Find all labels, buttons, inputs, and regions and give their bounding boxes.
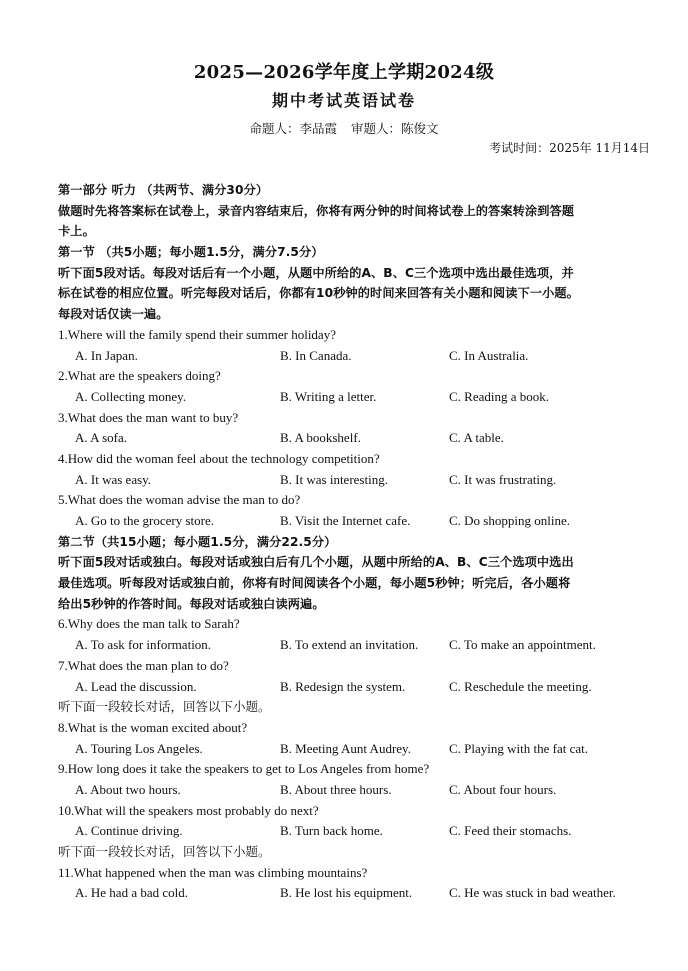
- option-b: B. Turn back home.: [280, 823, 383, 839]
- option-b: B. Writing a letter.: [280, 388, 377, 404]
- option-a: A. A sofa.: [75, 430, 127, 446]
- section2-heading: 第二节（共15小题；每小题1.5分，满分22.5分）: [58, 534, 337, 549]
- option-a: A. In Japan.: [75, 347, 138, 363]
- question-options: [58, 428, 658, 449]
- option-b: B. Meeting Aunt Audrey.: [280, 740, 411, 756]
- option-b: B. He lost his equipment.: [280, 885, 413, 901]
- question-options: [58, 387, 658, 408]
- option-a: A. Continue driving.: [75, 823, 183, 839]
- option-c: C. About four hours.: [449, 781, 557, 797]
- option-b: B. Redesign the system.: [280, 678, 406, 694]
- option-a: A. Touring Los Angeles.: [75, 740, 203, 756]
- option-c: C. A table.: [449, 430, 504, 446]
- option-b: B. Visit the Internet cafe.: [280, 513, 411, 528]
- question-options: [58, 677, 658, 698]
- question-stem: 5.What does the woman advise the man to do?: [58, 492, 301, 508]
- section2-instruction-line: 听下面5段对话或独白。每段对话或独白后有几个小题，从题中所给的A、B、C三个选项中选出: [58, 555, 574, 570]
- option-a: A. Collecting money.: [75, 388, 187, 404]
- exam-time: 考试时间：2025年 11月14日: [489, 141, 650, 155]
- question-options: [58, 780, 658, 801]
- question-options: [58, 821, 658, 842]
- option-c: C. It was frustrating.: [449, 471, 557, 487]
- question-stem: 7.What does the man plan to do?: [58, 657, 229, 673]
- question-stem: 8.What is the woman excited about?: [58, 719, 248, 735]
- part1-instruction-line: 卡上。: [58, 224, 95, 239]
- exam-subtitle: 期中考试英语试卷: [271, 91, 416, 110]
- option-c: C. To make an appointment.: [449, 637, 596, 653]
- option-b: B. In Canada.: [280, 347, 352, 363]
- question-stem: 9.How long does it take the speakers to get to Los Angeles from home?: [58, 761, 430, 777]
- long-dialogue-note: 听下面一段较长对话，回答以下小题。: [58, 844, 271, 859]
- option-c: C. Feed their stomachs.: [449, 823, 572, 839]
- option-a: A. He had a bad cold.: [75, 885, 188, 901]
- option-c: C. Do shopping online.: [449, 513, 570, 528]
- question-stem: 10.What will the speakers most probably do next?: [58, 802, 319, 818]
- long-dialogue-note: 听下面一段较长对话，回答以下小题。: [58, 699, 271, 715]
- question-stem: 6.Why does the man talk to Sarah?: [58, 616, 240, 632]
- option-a: A. To ask for information.: [75, 637, 212, 653]
- section1-instruction-line: 每段对话仅读一遍。: [58, 307, 169, 322]
- option-a: A. Lead the discussion.: [75, 678, 197, 694]
- section2-instruction-line: 给出5秒钟的作答时间。每段对话或独白读两遍。: [58, 596, 325, 611]
- option-a: A. About two hours.: [75, 781, 181, 797]
- question-options: [58, 883, 658, 904]
- reviewer-name: 审题人：陈俊文: [351, 121, 439, 136]
- option-b: B. A bookshelf.: [280, 430, 361, 446]
- option-b: B. To extend an invitation.: [280, 637, 419, 653]
- exam-authors: [0, 119, 688, 137]
- question-stem: 2.What are the speakers doing?: [58, 368, 221, 384]
- option-c: C. He was stuck in bad weather.: [449, 885, 616, 901]
- exam-title: 2025—2026学年度上学期2024级: [193, 62, 495, 83]
- part1-heading: 第一部分 听力 （共两节、满分30分）: [58, 183, 269, 197]
- option-c: C. Reschedule the meeting.: [449, 678, 592, 694]
- option-c: C. In Australia.: [449, 347, 529, 363]
- question-options: [58, 739, 658, 760]
- exam-body: [58, 180, 658, 904]
- question-options: [58, 511, 658, 532]
- question-options: [58, 346, 658, 367]
- option-a: A. Go to the grocery store.: [75, 513, 214, 528]
- section1-instruction-line: 标在试卷的相应位置。听完每段对话后，你都有10秒钟的时间来回答有关小题和阅读下一小题。: [58, 286, 579, 301]
- section2-instruction-line: 最佳选项。听每段对话或独白前，你将有时间阅读各个小题，每小题5秒钟；听完后，各小题将: [58, 576, 571, 591]
- question-stem: 4.How did the woman feel about the technology competition?: [58, 450, 380, 466]
- question-stem: 11.What happened when the man was climbing mountains?: [58, 864, 368, 880]
- section1-instruction-line: 听下面5段对话。每段对话后有一个小题，从题中所给的A、B、C三个选项中选出最佳选项，并: [58, 265, 574, 280]
- option-a: A. It was easy.: [75, 471, 152, 487]
- question-stem: 3.What does the man want to buy?: [58, 409, 239, 425]
- question-options: [58, 470, 658, 491]
- question-options: [58, 635, 658, 656]
- setter-name: 命题人：李品霞: [249, 121, 337, 136]
- option-c: C. Playing with the fat cat.: [449, 740, 589, 756]
- section1-heading: 第一节 （共5小题；每小题1.5分，满分7.5分）: [58, 245, 324, 260]
- question-stem: 1.Where will the family spend their summer holiday?: [58, 326, 336, 342]
- part1-instruction-line: 做题时先将答案标在试卷上，录音内容结束后，你将有两分钟的时间将试卷上的答案转涂到答题: [58, 203, 575, 218]
- option-c: C. Reading a book.: [449, 388, 550, 404]
- option-b: B. About three hours.: [280, 781, 392, 797]
- option-b: B. It was interesting.: [280, 471, 388, 487]
